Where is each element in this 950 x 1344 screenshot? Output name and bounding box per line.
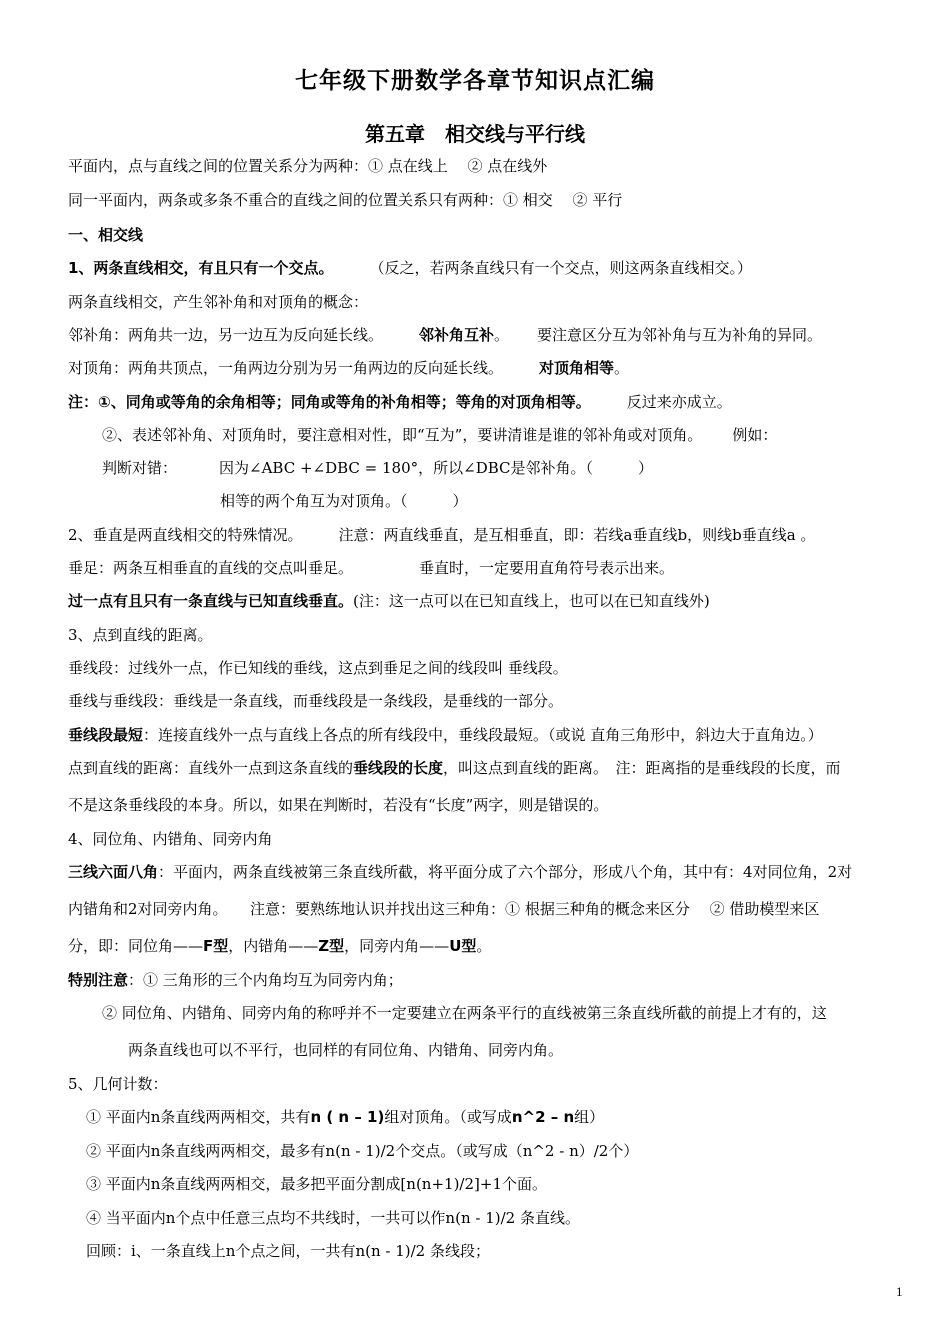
bold-text: 注：①、同角或等角的余角相等；同角或等角的补角相等；等角的对顶角相等。 <box>68 393 591 411</box>
text: ：连接直线外一点与直线上各点的所有线段中，垂线段最短。（或说 直角三角形中，斜边大于直角边。） <box>143 726 823 744</box>
paragraph-line <box>68 862 908 882</box>
text: (注：这一点可以在已知直线上，也可以在已知直线外) <box>353 592 710 610</box>
paragraph-line <box>86 1107 908 1127</box>
text: ：平面内，两条直线被第三条直线所截，将平面分成了六个部分，形成八个角，其中有：4对同位角，2对 <box>158 863 853 881</box>
text: ②、表述邻补角、对顶角时，要注意相对性，即“互为”，要讲清谁是谁的邻补角或对顶角。 <box>102 426 703 444</box>
document-title: 七年级下册数学各章节知识点汇编 <box>295 68 655 94</box>
paragraph-line: 5、几何计数： <box>68 1075 168 1093</box>
text: 邻补角：两角共一边，另一边互为反向延长线。 <box>68 326 384 344</box>
paragraph-line: 内错角和2对同旁内角。 注意：要熟练地认识并找出这三种角：① 根据三种角的概念来区分 ② 借助模型来区 <box>68 900 820 918</box>
paragraph-line <box>68 325 908 345</box>
paragraph-line <box>68 725 908 745</box>
text: 组对顶角。（或写成 <box>384 1108 512 1126</box>
bold-text: 特别注意 <box>68 971 129 989</box>
paragraph-line: 4、同位角、内错角、同旁内角 <box>68 830 273 848</box>
paragraph-line: 3、点到直线的距离。 <box>68 626 213 644</box>
section-heading: 一、相交线 <box>68 226 144 244</box>
paragraph-line <box>68 258 908 278</box>
paragraph-line <box>68 392 908 412</box>
text: ① 平面内n条直线两两相交，共有 <box>86 1108 311 1126</box>
bold-text: 邻补角互补 <box>419 326 495 344</box>
paragraph-line: 相等的两个角互为对顶角。（ ） <box>220 492 468 510</box>
text: 因为∠ABC +∠DBC = 180°，所以∠DBC是邻补角。（ ） <box>219 459 654 477</box>
text: 点到直线的距离：直线外一点到这条直线的 <box>68 759 354 777</box>
bold-text: Z型 <box>318 937 345 955</box>
text: ，叫这点到直线的距离。 注：距离指的是垂线段的长度，而 <box>443 759 841 777</box>
bold-text: 1、两条直线相交，有且只有一个交点。 <box>68 259 334 277</box>
paragraph-line: 同一平面内，两条或多条不重合的直线之间的位置关系只有两种：① 相交 ② 平行 <box>68 191 623 209</box>
text: ：① 三角形的三个内角均互为同旁内角； <box>128 971 403 989</box>
paragraph-line <box>68 936 908 956</box>
paragraph-line: 不是这条垂线段的本身。所以，如果在判断时，若没有“长度”两字，则是错误的。 <box>68 796 609 814</box>
text: 对顶角：两角共顶点，一角两边分别为另一角两边的反向延长线。 <box>68 359 504 377</box>
paragraph-line <box>68 591 908 611</box>
bold-text: n^2 – n <box>511 1108 575 1126</box>
text: 2、垂直是两直线相交的特殊情况。 <box>68 526 303 544</box>
paragraph-line <box>102 458 908 478</box>
text: 例如： <box>732 426 778 444</box>
paragraph-line <box>68 970 908 990</box>
paragraph-line <box>102 425 908 445</box>
text: 反过来亦成立。 <box>626 393 732 411</box>
paragraph-line <box>68 358 908 378</box>
text: 判断对错： <box>102 459 178 477</box>
bold-text: U型 <box>449 937 477 955</box>
paragraph-line: ② 同位角、内错角、同旁内角的称呼并不一定要建立在两条平行的直线被第三条直线所截的前提上才有的，这 <box>102 1004 827 1022</box>
paragraph-line: 平面内，点与直线之间的位置关系分为两种：① 点在线上 ② 点在线外 <box>68 157 548 175</box>
paragraph-line <box>68 525 908 545</box>
text: ，内错角—— <box>228 937 319 955</box>
text: 注意：两直线垂直，是互相垂直，即：若线a垂直线b，则线b垂直线a 。 <box>338 526 816 544</box>
text: 。 <box>476 937 492 955</box>
bold-text: 垂线段最短 <box>68 726 144 744</box>
text: 要注意区分互为邻补角与互为补角的异同。 <box>537 326 823 344</box>
bold-text: 对顶角相等 <box>539 359 615 377</box>
paragraph-line: ② 平面内n条直线两两相交，最多有n(n - 1)/2个交点。（或写成（n^2 - n）/2个） <box>86 1142 639 1160</box>
text: 垂直时，一定要用直角符号表示出来。 <box>419 559 675 577</box>
paragraph-line: 两条直线也可以不平行，也同样的有同位角、内错角、同旁内角。 <box>128 1041 564 1059</box>
page-number: 1 <box>896 1284 903 1299</box>
bold-text: 垂线段的长度 <box>353 759 444 777</box>
chapter-title: 第五章 相交线与平行线 <box>365 122 585 146</box>
text: ，同旁内角—— <box>344 937 450 955</box>
paragraph-line <box>68 558 908 578</box>
bold-text: 过一点有且只有一条直线与已知直线垂直。 <box>68 592 354 610</box>
bold-text: n ( n – 1) <box>310 1108 385 1126</box>
paragraph-line: 两条直线相交，产生邻补角和对顶角的概念： <box>68 293 369 311</box>
paragraph-line: 垂线与垂线段：垂线是一条直线，而垂线段是一条线段，是垂线的一部分。 <box>68 692 564 710</box>
paragraph-line: ③ 平面内n条直线两两相交，最多把平面分割成[n(n+1)/2]+1个面。 <box>86 1175 547 1193</box>
bold-text: F型 <box>203 937 229 955</box>
text: 组） <box>574 1108 605 1126</box>
text: 。 <box>494 326 510 344</box>
text: 。 <box>614 359 630 377</box>
text: （反之，若两条直线只有一个交点，则这两条直线相交。） <box>369 259 752 277</box>
text: 垂足：两条互相垂直的直线的交点叫垂足。 <box>68 559 354 577</box>
paragraph-line: ④ 当平面内n个点中任意三点均不共线时，一共可以作n(n - 1)/2 条直线。 <box>86 1209 580 1227</box>
bold-text: 三线六面八角 <box>68 863 159 881</box>
text: 分，即：同位角—— <box>68 937 204 955</box>
paragraph-line: 垂线段：过线外一点，作已知线的垂线，这点到垂足之间的线段叫 垂线段。 <box>68 659 568 677</box>
paragraph-line: 回顾：ⅰ、一条直线上n个点之间，一共有n(n - 1)/2 条线段； <box>86 1242 490 1260</box>
paragraph-line <box>68 758 908 778</box>
